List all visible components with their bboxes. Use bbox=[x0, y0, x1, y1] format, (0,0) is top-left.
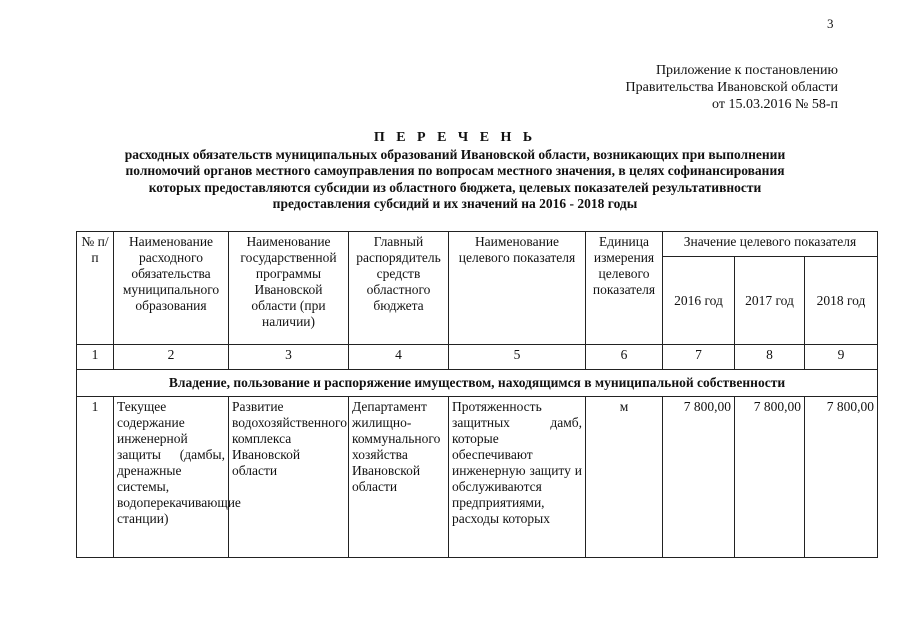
page-number: 3 bbox=[827, 16, 834, 31]
header-program: Наименование государственной программы Ивановской области (при наличии) bbox=[229, 232, 349, 345]
obligations-table bbox=[76, 231, 878, 558]
header-manager: Главный распорядитель средств областного бюджета bbox=[349, 232, 449, 345]
heading-line-4: предоставления субсидий и их значений на 2016 - 2018 годы bbox=[272, 196, 638, 211]
row-unit: м bbox=[586, 397, 663, 558]
section-title: Владение, пользование и распоряжение имуществом, находящимся в муниципальной собственности bbox=[77, 370, 878, 397]
document-heading bbox=[70, 130, 840, 213]
heading-line-2: полномочий органов местного самоуправления по вопросам местного значения, в целях софинансирования bbox=[125, 163, 785, 178]
annex-line-1: Приложение к постановлению bbox=[655, 63, 838, 78]
table-header-row bbox=[77, 232, 878, 257]
section-row bbox=[77, 370, 878, 397]
row-manager: Департамент жилищно-коммунального хозяйства Ивановской области bbox=[349, 397, 449, 558]
heading-line-1: расходных обязательств муниципальных образований Ивановской области, возникающих при выполнении bbox=[124, 146, 786, 162]
header-indicator: Наименование целевого показателя bbox=[449, 232, 586, 345]
row-value-2016: 7 800,00 bbox=[663, 397, 735, 558]
annex-block bbox=[626, 62, 838, 113]
row-value-2018: 7 800,00 bbox=[805, 397, 878, 558]
header-unit: Единица измерения целевого показателя bbox=[586, 232, 663, 345]
row-obligation: Текущее содержание инженерной защиты (дамбы, дренажные системы, водоперекачивающие станции) bbox=[114, 397, 229, 558]
annex-line-2: Правительства Ивановской области bbox=[625, 80, 838, 95]
column-number: 8 bbox=[735, 345, 805, 370]
column-number: 3 bbox=[229, 345, 349, 370]
column-number: 6 bbox=[586, 345, 663, 370]
annex-line-3: от 15.03.2016 № 58-п bbox=[712, 97, 838, 112]
column-numbers-row bbox=[77, 345, 878, 370]
header-value-group: Значение целевого показателя bbox=[663, 232, 878, 257]
heading-title: П Е Р Е Ч Е Н Ь bbox=[373, 130, 537, 145]
row-value-2017: 7 800,00 bbox=[735, 397, 805, 558]
column-number: 1 bbox=[77, 345, 114, 370]
header-year-2017: 2017 год bbox=[735, 257, 805, 345]
heading-line-3: которых предоставляются субсидии из областного бюджета, целевых показателей результативности bbox=[148, 179, 762, 195]
row-indicator: Протяженность защитных дамб, которые обеспечивают инженерную защиту и обслуживаются предприятиями, расходы которых bbox=[449, 397, 586, 558]
header-year-2016: 2016 год bbox=[663, 257, 735, 345]
column-number: 5 bbox=[449, 345, 586, 370]
header-num: № п/п bbox=[77, 232, 114, 345]
header-obligation: Наименование расходного обязательства муниципального образования bbox=[114, 232, 229, 345]
column-number: 9 bbox=[805, 345, 878, 370]
column-number: 7 bbox=[663, 345, 735, 370]
column-number: 2 bbox=[114, 345, 229, 370]
header-year-2018: 2018 год bbox=[805, 257, 878, 345]
row-num: 1 bbox=[77, 397, 114, 558]
column-number: 4 bbox=[349, 345, 449, 370]
row-program: Развитие водохозяйственного комплекса Ивановской области bbox=[229, 397, 349, 558]
table-row bbox=[77, 397, 878, 558]
